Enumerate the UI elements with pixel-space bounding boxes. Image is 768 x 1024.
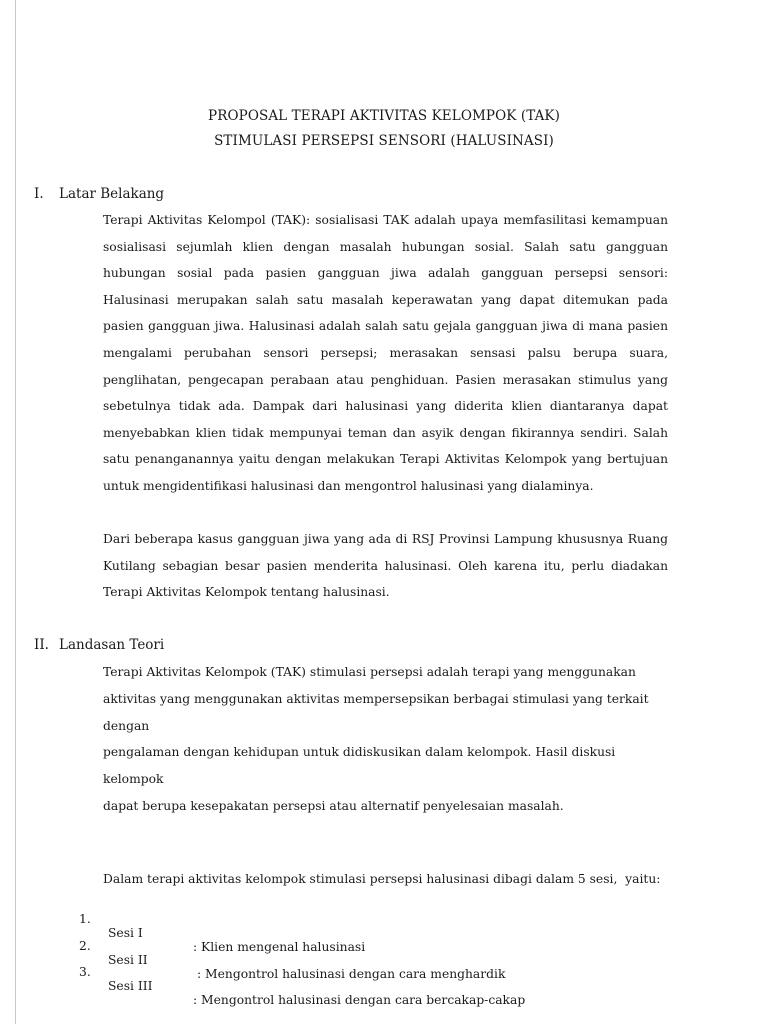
paragraph-latar-belakang-2: Dari beberapa kasus gangguan jiwa yang ada di RSJ Provinsi Lampung khususnya Ruang Kutilang sebagian besar pasien menderita halusinasi. Oleh karena itu, perlu diadakan Terapi Aktivitas Kelompok tentang halusinasi. [103, 532, 668, 600]
section-heading-landasan-teori [34, 637, 164, 653]
list-number: 2. [79, 938, 91, 953]
session-name: Sesi II [108, 952, 148, 967]
section-title: Landasan Teori [59, 637, 165, 653]
text-line: aktivitas yang menggunakan aktivitas mempersepsikan berbagai stimulasi yang terkait dengan [103, 691, 649, 733]
section-title: Latar Belakang [59, 186, 165, 202]
text-line: pengalaman dengan kehidupan untuk didiskusikan dalam kelompok. Hasil diskusi kelompok [103, 745, 616, 787]
text-line: Terapi Aktivitas Kelompok (TAK) stimulasi persepsi adalah terapi yang menggunakan [103, 665, 636, 679]
session-name: Sesi III [108, 979, 153, 993]
session-description: : Mengontrol halusinasi dengan cara menghardik [197, 966, 506, 981]
session-description: : Klien mengenal halusinasi [193, 940, 366, 954]
list-item [0, 925, 768, 981]
paragraph-landasan-teori [103, 659, 673, 820]
section-number: II. [34, 637, 49, 653]
title-line-1: PROPOSAL TERAPI AKTIVITAS KELOMPOK (TAK) [208, 108, 560, 124]
text-line: dapat berupa kesepakatan persepsi atau alternatif penyelesaian masalah. [103, 798, 564, 813]
sessions-list [0, 898, 768, 1007]
session-name: Sesi I [108, 926, 143, 940]
section-heading-latar-belakang [34, 186, 164, 202]
page-edge-line [15, 0, 16, 1024]
list-number: 1. [79, 912, 91, 926]
paragraph-latar-belakang-1: Terapi Aktivitas Kelompol (TAK): sosialisasi TAK adalah upaya memfasilitasi kemampuan sosialisasi sejumlah klien dengan masalah hubungan sosial. Salah satu gangguan hubungan sosial pada pasien gangguan jiwa adalah gangguan persepsi sensori: Halusinasi merupakan salah satu masalah keperawatan yang dapat ditemukan pada pasien gangguan jiwa. Halusinasi adalah salah satu gejala gangguan jiwa di mana pasien mengalami perubahan sensori persepsi; merasakan sensasi palsu berupa suara, penglihatan, pengecapan perabaan atau penghiduan. Pasien merasakan stimulus yang sebetulnya tidak ada. Dampak dari halusinasi yang diderita klien diantaranya dapat menyebabkan klien tidak mempunyai teman dan asyik dengan fikirannya sendiri. Salah satu penanganannya yaitu dengan melakukan Terapi Aktivitas Kelompok yang bertujuan untuk mengidentifikasi halusinasi dan mengontrol halusinasi yang dialaminya. [103, 213, 668, 493]
sessions-intro: Dalam terapi aktivitas kelompok stimulasi persepsi halusinasi dibagi dalam 5 sesi, yaitu: [103, 872, 661, 886]
section-number: I. [34, 186, 44, 202]
list-item [0, 951, 768, 1007]
title-line-2: STIMULASI PERSEPSI SENSORI (HALUSINASI) [214, 133, 554, 149]
session-description: : Mengontrol halusinasi dengan cara bercakap-cakap [193, 993, 526, 1007]
list-item [0, 898, 768, 954]
list-number: 3. [79, 965, 91, 979]
